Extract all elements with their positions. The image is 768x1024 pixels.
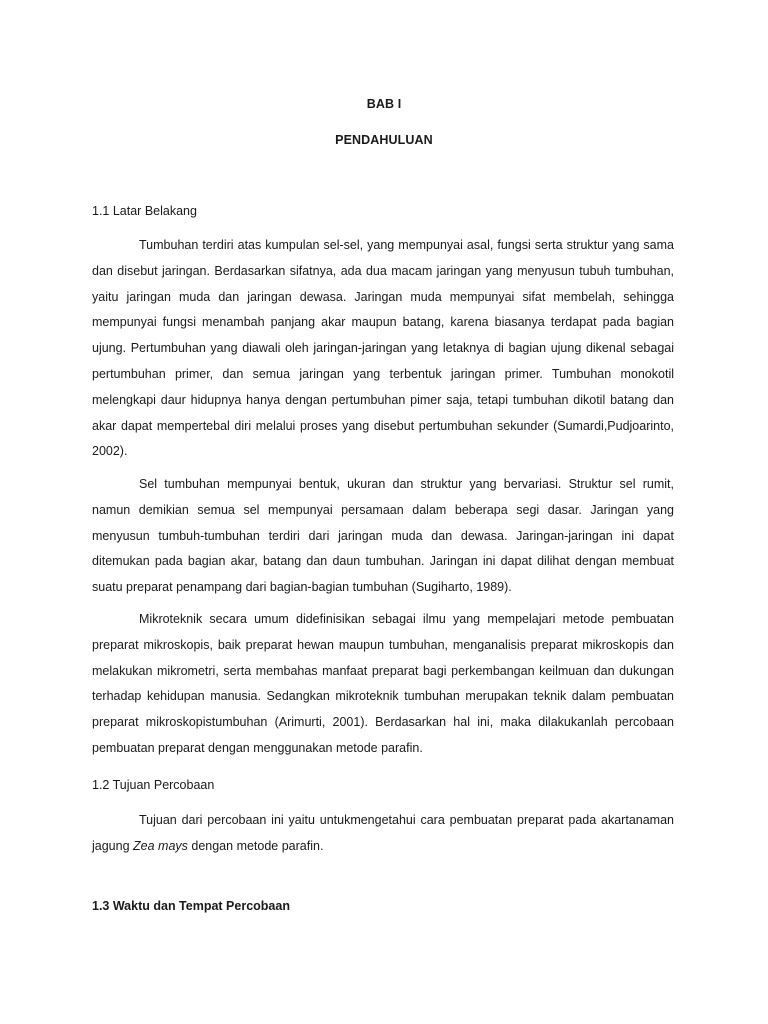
section-heading-1-2: 1.2 Tujuan Percobaan (92, 778, 215, 792)
section-heading-1-3: 1.3 Waktu dan Tempat Percobaan (92, 899, 290, 913)
tujuan-text-after: dengan metode parafin. (187, 838, 324, 853)
paragraph-latar-belakang-3: Mikroteknik secara umum didefinisikan sebagai ilmu yang mempelajari metode pembuatan preparat mikroskopis, baik preparat hewan maupun tumbuhan, menganalisis preparat mikroskopis dan melakukan mikrometri, serta membahas manfaat preparat bagi perkembangan keilmuan dan dukungan terhadap kehidupan manusia. Sedangkan mikroteknik tumbuhan merupakan teknik dalam pembuatan preparat mikroskopistumbuhan (Arimurti, 2001). Berdasarkan hal ini, maka dilakukanlah percobaan pembuatan preparat dengan menggunakan metode parafin. (92, 612, 674, 755)
paragraph-latar-belakang-2: Sel tumbuhan mempunyai bentuk, ukuran dan struktur yang bervariasi. Struktur sel rumit, namun demikian semua sel mempunyai persamaan dalam beberapa segi dasar. Jaringan yang menyusun tumbuh-tumbuhan terdiri dari jaringan muda dan dewasa. Jaringan-jaringan ini dapat ditemukan pada bagian akar, batang dan daun tumbuhan. Jaringan ini dapat dilihat dengan membuat suatu preparat penampang dari bagian-bagian tumbuhan (Sugiharto, 1989). (92, 477, 674, 595)
species-name: Zea mays (133, 838, 188, 853)
chapter-number: BAB I (366, 97, 402, 111)
paragraph-latar-belakang-1: Tumbuhan terdiri atas kumpulan sel-sel, yang mempunyai asal, fungsi serta struktur yang sama dan disebut jaringan. Berdasarkan sifatnya, ada dua macam jaringan yang menyusun tubuh tumbuhan, yaitu jaringan muda dan jaringan dewasa. Jaringan muda mempunyai sifat membelah, sehingga mempunyai fungsi menambah panjang akar maupun batang, karena biasanya terdapat pada bagian ujung. Pertumbuhan yang diawali oleh jaringan-jaringan yang letaknya di bagian ujung dikenal sebagai pertumbuhan primer, dan semua jaringan yang terbentuk jaringan primer. Tumbuhan monokotil melengkapi daur hidupnya hanya dengan pertumbuhan pimer saja, tetapi tumbuhan dikotil batang dan akar dapat mempertebal diri melalui proses yang disebut pertumbuhan sekunder (Sumardi,Pudjoarinto, 2002). (92, 238, 674, 459)
chapter-title: PENDAHULUAN (335, 133, 433, 147)
paragraph-tujuan (92, 808, 674, 860)
section-heading-1-1: 1.1 Latar Belakang (92, 204, 197, 218)
tujuan-text-before: Tujuan dari percobaan ini yaitu untukmengetahui cara pembuatan preparat pada akartanaman jagung (92, 813, 674, 853)
